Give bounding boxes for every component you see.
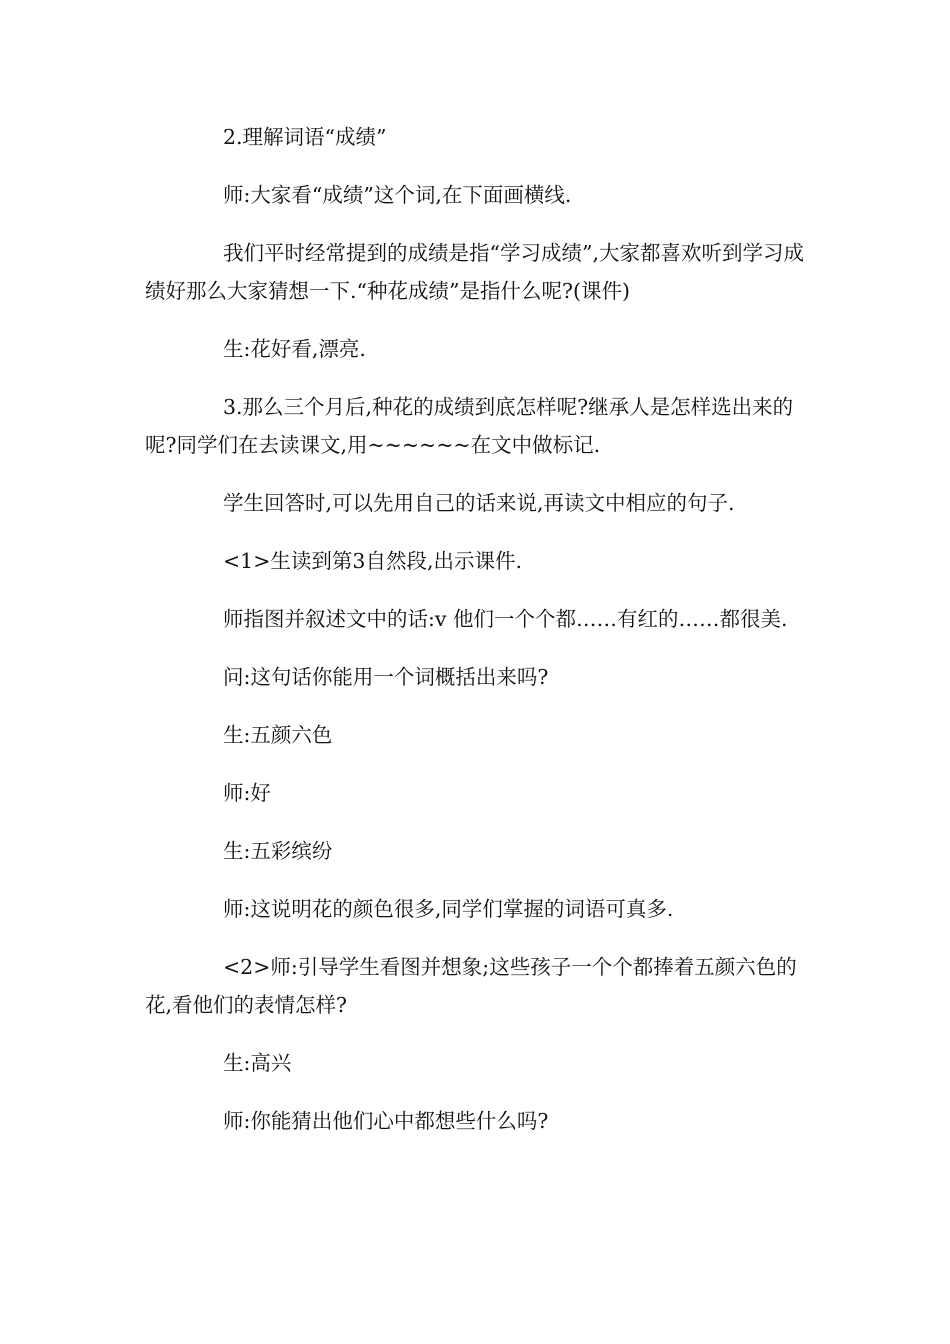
- paragraph-understand-word: 2.理解词语“成绩”: [223, 125, 387, 149]
- paragraph-student-happy: 生:高兴: [223, 1051, 292, 1075]
- paragraph-question-summarize: 问:这句话你能用一个词概括出来吗?: [223, 665, 549, 689]
- document-body: [145, 118, 805, 1160]
- paragraph-student-vivid: 生:五彩缤纷: [223, 839, 333, 863]
- paragraph-study-score: 我们平时经常提到的成绩是指“学习成绩”,大家都喜欢听到学习成绩好那么大家猜想一下.“种花成绩”是指什么呢?(课件): [145, 241, 804, 303]
- paragraph-teacher-describe: 师指图并叙述文中的话:v 他们一个个都……有红的……都很美.: [223, 607, 788, 631]
- paragraph-student-colorful: 生:五颜六色: [223, 723, 333, 747]
- paragraph-student-answer: 学生回答时,可以先用自己的话来说,再读文中相应的句子.: [223, 491, 735, 515]
- paragraph-section-2: <2>师:引导学生看图并想象;这些孩子一个个都捧着五颜六色的花,看他们的表情怎样?: [145, 955, 797, 1017]
- paragraph-student-pretty: 生:花好看,漂亮.: [223, 337, 366, 361]
- paragraph-teacher-guess: 师:你能猜出他们心中都想些什么吗?: [223, 1109, 549, 1133]
- paragraph-section-1: <1>生读到第3自然段,出示课件.: [223, 549, 522, 573]
- paragraph-teacher-many-colors: 师:这说明花的颜色很多,同学们掌握的词语可真多.: [223, 897, 674, 921]
- paragraph-teacher-underline: 师:大家看“成绩”这个词,在下面画横线.: [223, 183, 572, 207]
- paragraph-three-months: 3.那么三个月后,种花的成绩到底怎样呢?继承人是怎样选出来的呢?同学们在去读课文,用~~~~~~在文中做标记.: [145, 395, 794, 457]
- paragraph-teacher-good: 师:好: [223, 781, 271, 805]
